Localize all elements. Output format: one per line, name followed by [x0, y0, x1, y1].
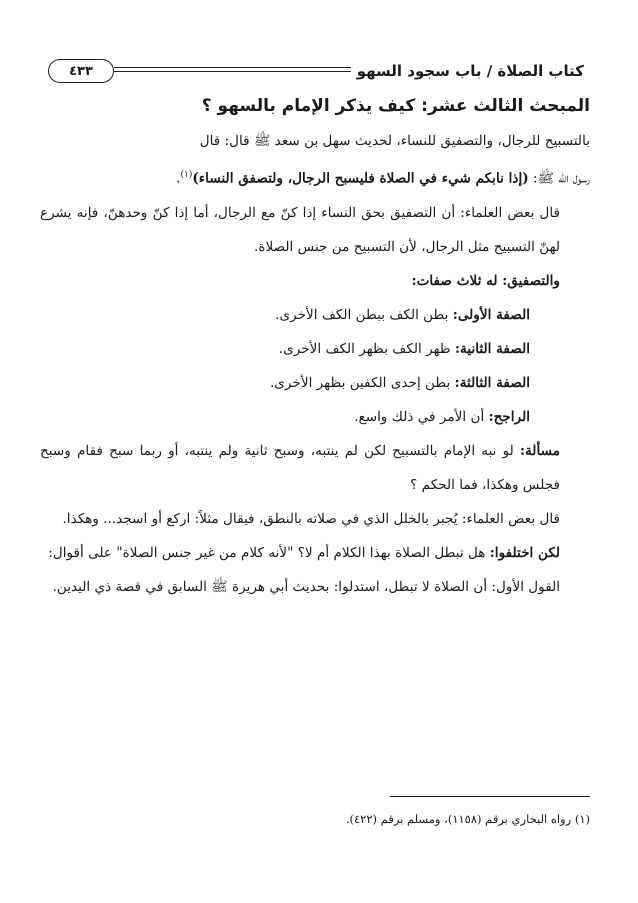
issue-text: لو نبه الإمام بالتسبيح لكن لم ينتبه، وسبح ثانية ولم ينتبه، أو ربما سبح فقام وسبح فجلس وهكذا، فما الحكم ؟ [40, 442, 560, 493]
type-text: بطن إحدى الكفين بظهر الأخرى. [269, 374, 455, 391]
hadith-quote: (إذا نابكم شيء في الصلاة فليسبح الرجال، ولتصفق النساء) [192, 170, 529, 187]
type-text: بطن الكف ببطن الكف الأخرى. [275, 306, 453, 323]
paragraph-issue [40, 434, 590, 502]
header-rule-line-top [114, 67, 351, 68]
list-item [40, 400, 590, 434]
footnote: (١) رواه البخاري برقم (١١٥٨)، ومسلم برقم (٤٢٢). [345, 812, 590, 826]
disagreement-label: لكن اختلفوا: [489, 544, 560, 561]
page-number: ٤٣٣ [48, 59, 114, 83]
list-item [40, 298, 590, 332]
paragraph-first-opinion [40, 570, 590, 604]
first-opinion-text: أن الصلاة لا تبطل، استدلوا: بحديث أبي هريرة ﷺ السابق في قصة ذي اليدين. [52, 578, 492, 595]
type-text: ظهر الكف بظهر الكف الأخرى. [278, 340, 456, 357]
preferred-label: الراجح: [488, 408, 530, 425]
hadith-end: . [176, 170, 181, 187]
header-rule-line-bottom [114, 71, 351, 72]
paragraph-disagreement [40, 536, 590, 570]
list-item [40, 332, 590, 366]
book-title: كتاب الصلاة / باب سجود السهو [356, 62, 584, 80]
disagreement-text: هل تبطل الصلاة بهذا الكلام أم لا؟ "لأنه كلام من غير جنس الصلاة" على أقوال: [48, 544, 490, 561]
section-heading-label: المبحث الثالث عشر: [421, 96, 590, 116]
preferred-text: أن الأمر في ذلك واسع. [354, 408, 489, 425]
type-label: الصفة الثالثة: [454, 374, 530, 391]
section-heading-question: كيف يذكر الإمام بالسهو ؟ [201, 96, 416, 116]
hadith-intro: رسول الله ﷺ: [528, 170, 590, 187]
page-header [40, 56, 590, 86]
type-label: الصفة الثانية: [455, 340, 530, 357]
section-heading [40, 96, 590, 116]
paragraph-hadith-line1: بالتسبيح للرجال، والتصفيق للنساء، لحديث سهل بن سعد ﷺ قال: قال [199, 133, 590, 149]
paragraph-scholars-opinion: قال بعض العلماء: أن التصفيق بحق النساء إذا كنّ مع الرجال، أما إذا كنّ وحدهنّ، فإنه يشرع لهنّ التسبيح مثل الرجال، لأن التسبيح من جنس الصلاة. [40, 204, 560, 255]
issue-label: مسألة: [520, 442, 560, 459]
body-text [40, 124, 590, 604]
paragraph-hadith-line2 [40, 158, 590, 196]
list-item [40, 366, 590, 400]
footnote-ref: (١) [180, 170, 193, 180]
header-rule [44, 56, 357, 86]
type-label: الصفة الأولى: [452, 306, 530, 323]
book-page [40, 56, 590, 856]
first-opinion-label: القول الأول: [491, 578, 560, 595]
footnote-divider [390, 796, 590, 797]
paragraph-correction: قال بعض العلماء: يُجبر بالخلل الذي في صلاته بالنطق، فيقال مثلاً: اركع أو اسجد... وهكذا. [62, 510, 560, 527]
paragraph-clapping-types: والتصفيق: له ثلاث صفات: [411, 272, 560, 289]
